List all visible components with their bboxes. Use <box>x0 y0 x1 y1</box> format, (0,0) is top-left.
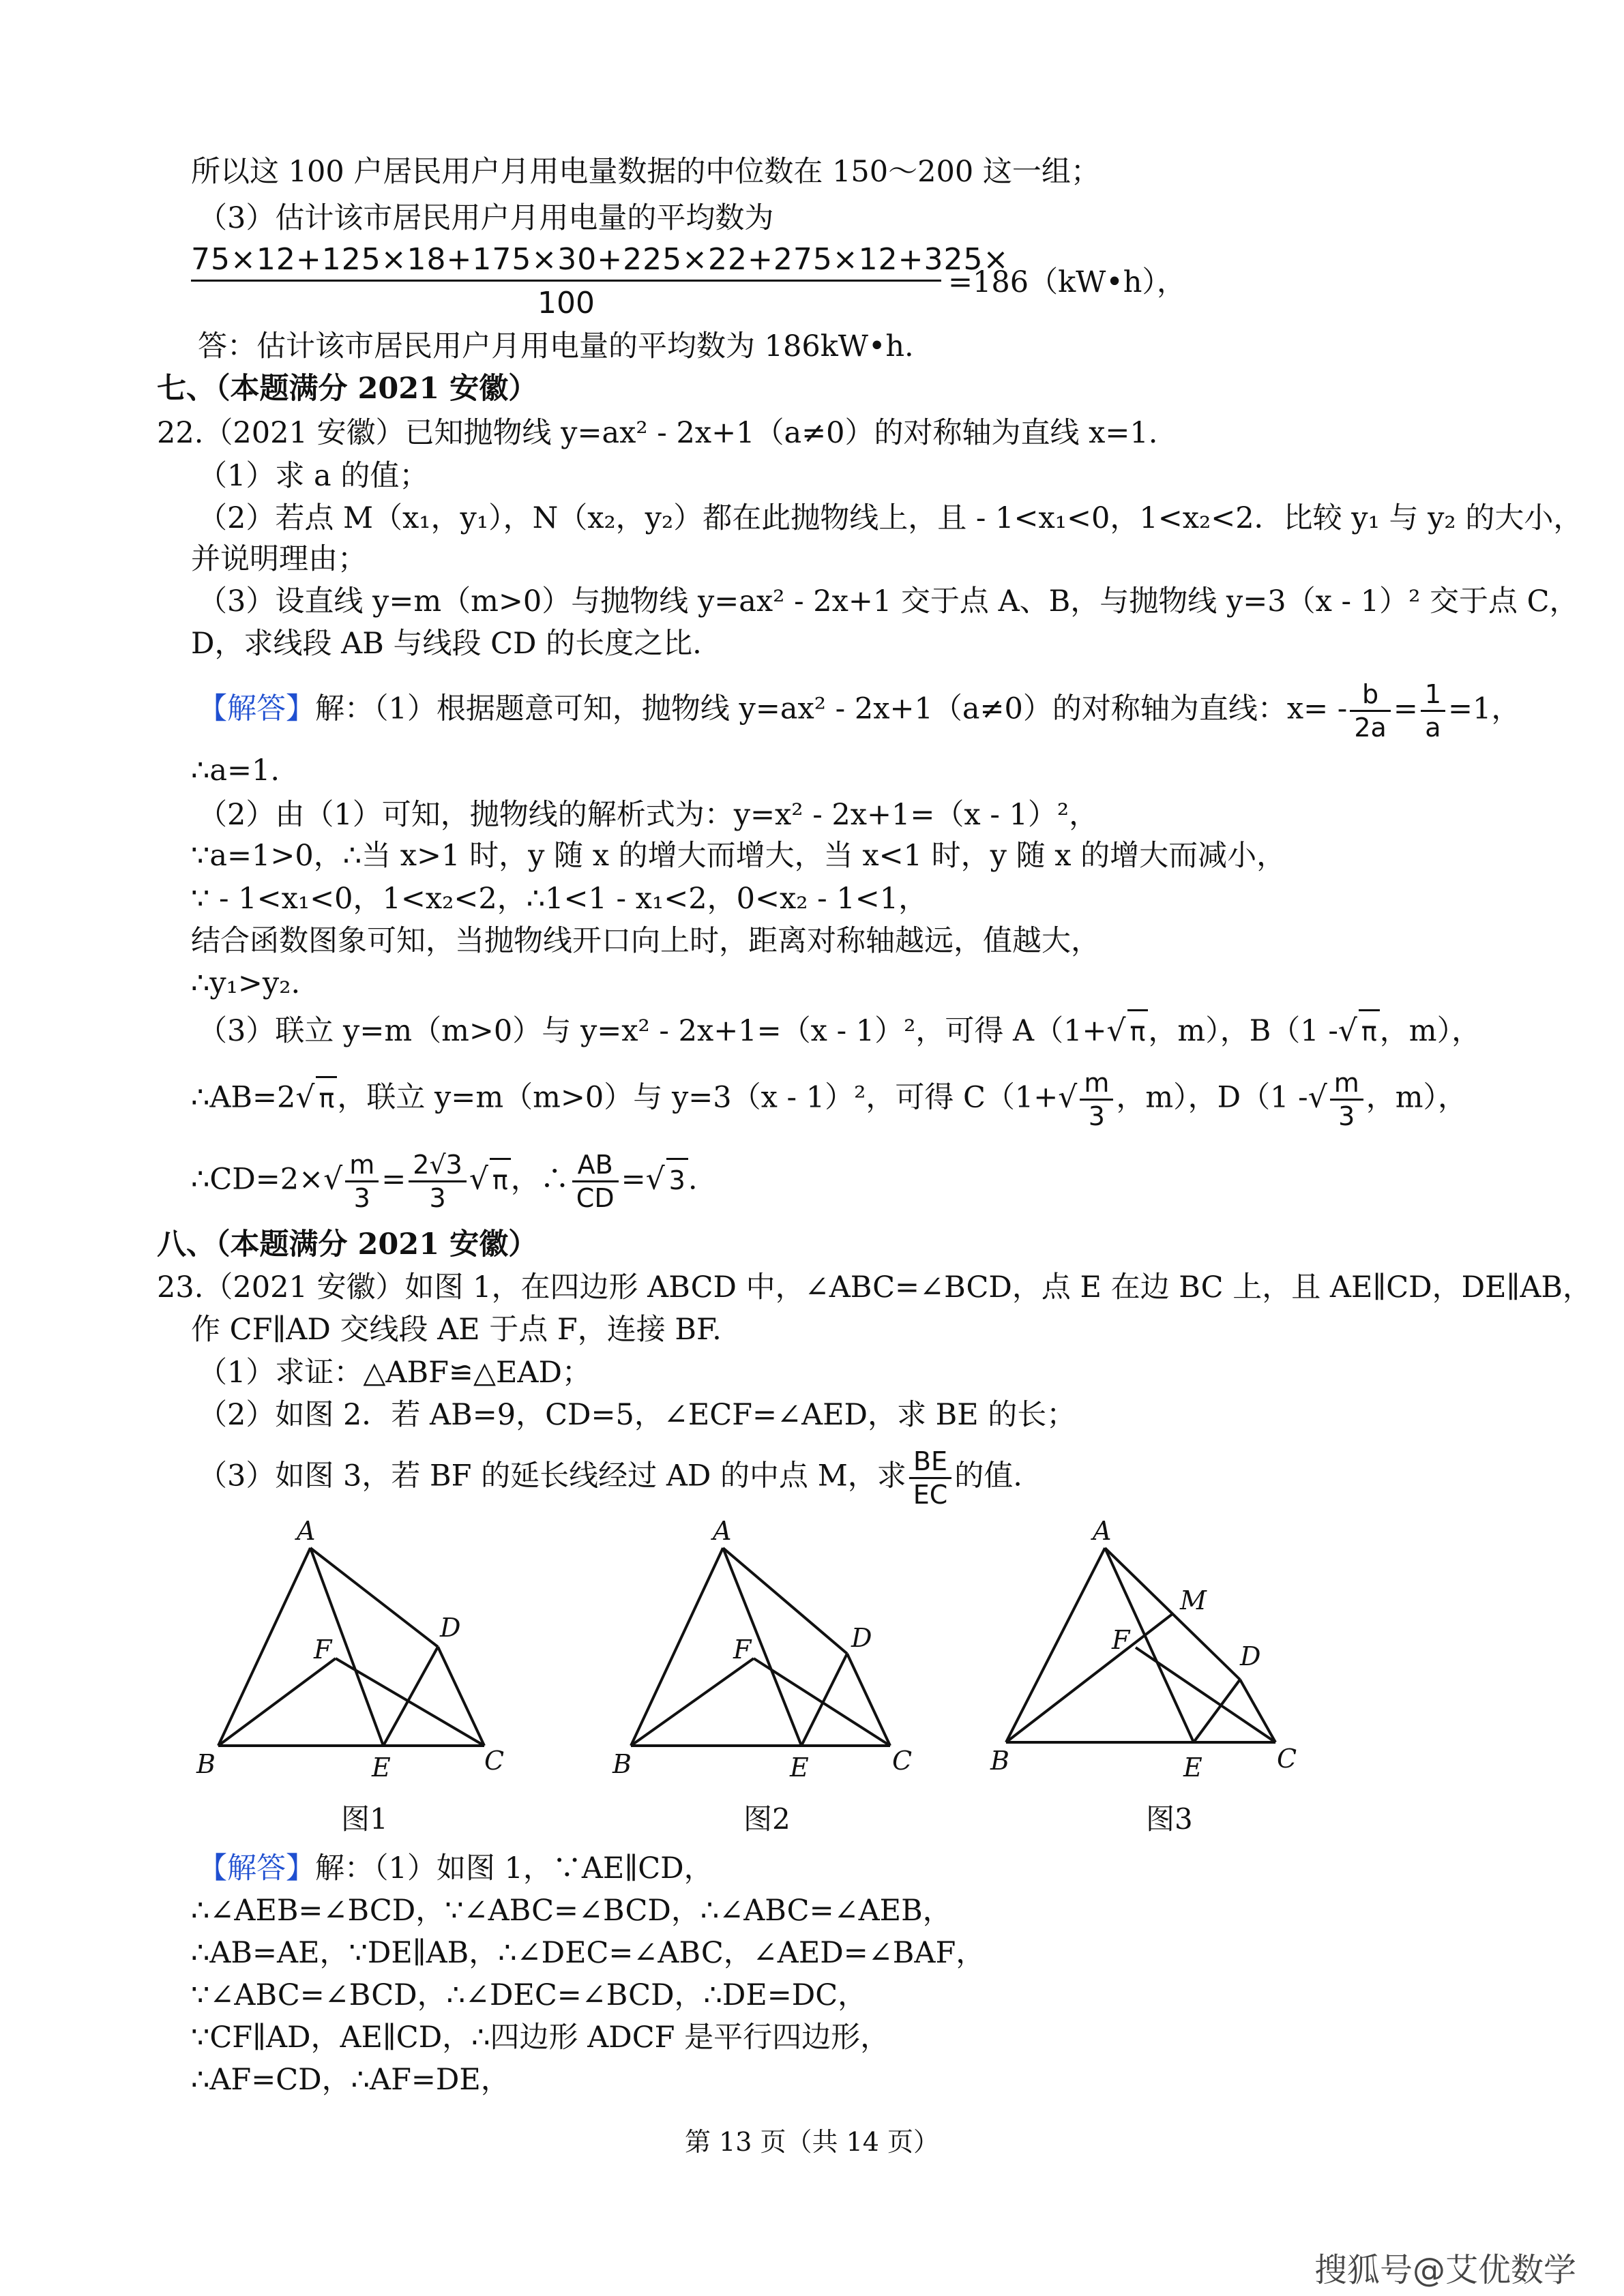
svg-text:C: C <box>892 1746 913 1776</box>
svg-text:B: B <box>612 1749 632 1779</box>
fraction: $\frac{b}{2a}$ <box>1350 679 1390 743</box>
figure-2 <box>600 1514 928 1800</box>
svg-text:D: D <box>1240 1641 1261 1671</box>
svg-text:F: F <box>1112 1625 1130 1655</box>
figure-3 <box>982 1514 1310 1800</box>
text-line: （2）如图 2．若 AB=9，CD=5，∠ECF=∠AED，求 BE 的长； <box>198 1398 1076 1432</box>
fraction: $\frac{m}{3}$ <box>1330 1067 1363 1132</box>
fraction-numerator: 75×12+125×18+175×30+225×22+275×12+325× <box>191 242 941 282</box>
figure-2-caption: 图2 <box>743 1802 791 1836</box>
watermark: 搜狐号@艾优数学 <box>1314 2251 1576 2289</box>
fraction: $\frac{BE}{EC}$ <box>909 1446 952 1510</box>
fraction: $\frac{AB}{CD}$ <box>572 1149 619 1214</box>
text-line: ∵ - 1<x₁<0，1<x₂<2，∴1<1 - x₁<2，0<x₂ - 1<1， <box>191 882 928 916</box>
text-line: ∴y₁>y₂. <box>191 966 301 1000</box>
label-d: D <box>440 1613 461 1643</box>
question-22: 22.（2021 安徽）已知抛物线 y=ax² - 2x+1（a≠0）的对称轴为直线 x=1. <box>157 416 1158 450</box>
label-c: C <box>484 1746 505 1776</box>
answer-label: 【解答】 <box>198 691 315 726</box>
figure-1 <box>191 1514 518 1800</box>
svg-text:E: E <box>790 1753 809 1783</box>
text-line: ∵a=1>0，∴当 x>1 时，y 随 x 的增大而增大，当 x<1 时，y 随 x 的增大而减小， <box>191 839 1286 873</box>
text-line: ∴AF=CD，∴AF=DE， <box>191 2063 510 2097</box>
segment-ab <box>218 1548 310 1746</box>
svg-text:M: M <box>1180 1585 1207 1615</box>
answer-line: 【解答】解：（1）如图 1，∵AE∥CD， <box>198 1851 713 1885</box>
label-f: F <box>314 1635 332 1665</box>
answer-line: ∴CD=2×√ $\frac{m}{3}$ = $\frac{2√3}{3}$ √ π，∴ $\frac{AB}{CD}$ =√ 3. <box>191 1150 698 1213</box>
answer-label: 【解答】 <box>198 1851 315 1885</box>
text-line: D，求线段 AB 与线段 CD 的长度之比. <box>191 627 702 661</box>
svg-text:F: F <box>733 1635 752 1665</box>
svg-text:A: A <box>1093 1516 1112 1546</box>
average-fraction <box>191 242 1009 320</box>
text-line: ∵CF∥AD，AE∥CD，∴四边形 ADCF 是平行四边形， <box>191 2021 890 2055</box>
text-line: （2）由（1）可知，抛物线的解析式为：y=x² - 2x+1=（x - 1）²， <box>198 798 1099 832</box>
svg-text:B: B <box>990 1746 1009 1776</box>
fraction: $\frac{2√3}{3}$ <box>409 1149 467 1214</box>
fraction: $\frac{m}{3}$ <box>1080 1067 1113 1132</box>
segment-bf <box>218 1658 336 1746</box>
text-line: 作 CF∥AD 交线段 AE 于点 F，连接 BF. <box>191 1313 722 1347</box>
answer-line: 【解答】解：（1）根据题意可知，抛物线 y=ax² - 2x+1（a≠0）的对称轴为直线：x= - $\frac{b}{2a}$ = $\frac{1}{a}$ =1， <box>198 679 1521 743</box>
text-line: 并说明理由； <box>191 542 367 576</box>
label-a: A <box>297 1516 316 1546</box>
answer-line: ∴AB=2√ π，联立 y=m（m>0）与 y=3（x - 1）²，可得 C（1+√ $\frac{m}{3}$ ，m），D（1 -√ $\frac{m}{3}$ ，m）， <box>191 1068 1468 1131</box>
text-line: ∴∠AEB=∠BCD，∵∠ABC=∠BCD，∴∠ABC=∠AEB， <box>191 1894 952 1928</box>
svg-text:A: A <box>713 1516 732 1546</box>
text-line: ∵∠ABC=∠BCD，∴∠DEC=∠BCD，∴DE=DC， <box>191 1978 868 2012</box>
segment-fc <box>336 1658 484 1746</box>
text-line: 结合函数图象可知，当抛物线开口向上时，距离对称轴越远，值越大， <box>191 924 1100 958</box>
fraction-result: =186（kW•h）， <box>948 265 1186 299</box>
svg-text:C: C <box>1277 1744 1297 1774</box>
answer-line: （3）联立 y=m（m>0）与 y=x² - 2x+1=（x - 1）²，可得 A（1+√ π，m），B（1 -√ π，m）， <box>198 1009 1481 1052</box>
fraction-denominator: 100 <box>537 286 595 320</box>
text-line: 答：估计该市居民用户月用电量的平均数为 186kW•h. <box>198 329 914 363</box>
answer-line: （3）如图 3，若 BF 的延长线经过 AD 的中点 M，求 $\frac{BE}{EC}$ 的值. <box>198 1446 1022 1510</box>
text-line: ∴AB=AE，∵DE∥AB，∴∠DEC=∠ABC，∠AED=∠BAF， <box>191 1936 986 1970</box>
figure-1-caption: 图1 <box>341 1802 388 1836</box>
page-footer: 第 13 页（共 14 页） <box>684 2127 940 2157</box>
text-line: （1）求证：△ABF≌△EAD； <box>198 1356 591 1390</box>
label-b: B <box>196 1749 216 1779</box>
question-23: 23.（2021 安徽）如图 1，在四边形 ABCD 中，∠ABC=∠BCD，点 E 在边 BC 上，且 AE∥CD，DE∥AB， <box>157 1270 1592 1304</box>
label-e: E <box>372 1753 391 1783</box>
text-line: （3）估计该市居民用户月用电量的平均数为 <box>198 201 774 235</box>
text-line: ∴a=1. <box>191 754 280 788</box>
text-line: （1）求 a 的值； <box>198 459 429 493</box>
text-line: （3）设直线 y=m（m>0）与抛物线 y=ax² - 2x+1 交于点 A、B，与抛物线 y=3（x - 1）² 交于点 C， <box>198 584 1579 618</box>
text-line: 所以这 100 户居民用户月用电量数据的中位数在 150～200 这一组； <box>191 155 1100 189</box>
svg-text:E: E <box>1183 1753 1202 1783</box>
figure-3-caption: 图3 <box>1146 1802 1193 1836</box>
segment-ed <box>383 1647 438 1746</box>
section-heading: 八、（本题满分 2021 安徽） <box>157 1227 538 1262</box>
fraction: $\frac{1}{a}$ <box>1421 679 1445 743</box>
svg-text:D: D <box>851 1623 872 1653</box>
text-line: （2）若点 M（x₁，y₁），N（x₂，y₂）都在此抛物线上，且 - 1<x₁<0，1<x₂<2．比较 y₁ 与 y₂ 的大小， <box>198 501 1583 535</box>
fraction: $\frac{m}{3}$ <box>345 1149 379 1214</box>
section-heading: 七、（本题满分 2021 安徽） <box>157 372 538 406</box>
